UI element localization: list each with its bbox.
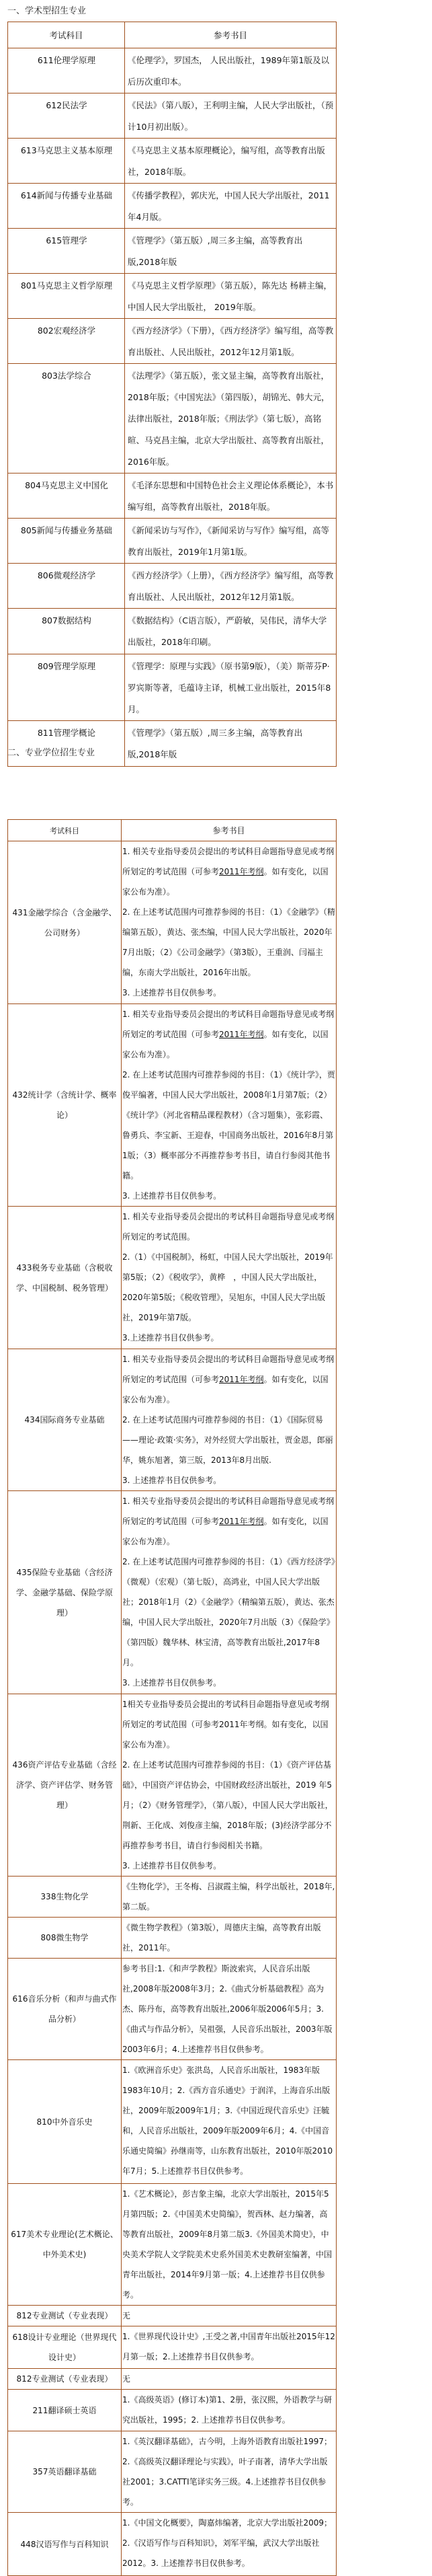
reference-paragraph [122, 2390, 335, 2430]
exam-subject: 436资产评估专业基础（含经济学、资产评估学、财务管理） [8, 1694, 122, 1877]
section-title-academic: 一、学术型招生专业 [7, 6, 87, 16]
paragraph-text: 1. 相关专业指导委员会提出的考试科目命题指导意见或考纲所划定的考试范围。 [122, 1212, 335, 1242]
table-row [8, 564, 337, 609]
exam-subject: 802宏观经济学 [8, 319, 125, 364]
paragraph-text: 3. 上述推荐书目仅供参考。 [122, 1191, 222, 1201]
table-row [8, 2060, 337, 2184]
exam-subject: 811管理学概论 [8, 721, 125, 767]
table-header-row [8, 22, 337, 48]
table-row [8, 1004, 337, 1207]
table-row [8, 1694, 337, 1877]
reference-books: 《西方经济学》（上册），《西方经济学》编写组，高等教育出版社、人民出版社，2012年12月第1版。 [125, 564, 337, 609]
header-subject: 考试科目 [8, 22, 125, 48]
reference-books [122, 2390, 337, 2431]
exam-subject: 812专业测试（专业表现） [8, 2369, 122, 2390]
exam-subject: 809管理学原理 [8, 654, 125, 721]
paragraph-text: 。如有变化，以国家公布为准）。 [122, 867, 329, 897]
table-row [8, 519, 337, 564]
exam-subject: 432统计学（含统计学、概率论） [8, 1004, 122, 1207]
exam-subject: 615管理学 [8, 229, 125, 274]
reference-paragraph [122, 2060, 335, 2181]
exam-subject: 448汉语写作与百科知识 [8, 2513, 122, 2576]
reference-books [122, 1491, 337, 1694]
table-row [8, 364, 337, 473]
paragraph-text: 3. 上述推荐书目仅供参考。 [122, 988, 222, 997]
exam-subject: 810中外音乐史 [8, 2060, 122, 2184]
header-reference: 参考书目 [125, 22, 337, 48]
reference-paragraph [122, 1349, 335, 1410]
reference-paragraph [122, 1694, 335, 1755]
reference-books: 《管理学：原理与实践》（原书第9版），（美）斯蒂芬P·罗宾斯等著，毛蕴诗主译，机械工业出版社，2015年8月。 [125, 654, 337, 721]
reference-books [122, 2306, 337, 2326]
reference-books [122, 1959, 337, 2060]
exam-subject: 618设计专业理论（世界现代设计史） [8, 2326, 122, 2369]
paragraph-text: 1相关专业指导委员会提出的考试科目命题指导意见或考纲所划定的考试范围（可参考2011年考纲。如有变化，以国家公布为准）。 [122, 1700, 329, 1749]
reference-paragraph [122, 841, 335, 902]
exam-subject: 433税务专业基础（含税收学、中国税制、税务管理） [8, 1207, 122, 1349]
header-reference: 参考书目 [122, 820, 337, 841]
table-row [8, 1207, 337, 1349]
reference-paragraph [122, 1207, 335, 1247]
exam-subject: 612民法学 [8, 93, 125, 139]
exam-subject: 804马克思主义中国化 [8, 473, 125, 519]
reference-books [122, 1694, 337, 1877]
table-row [8, 721, 337, 767]
paragraph-text: 无 [122, 2311, 131, 2320]
paragraph-text: 1.《英汉翻译基础》，古今明，上海外语教育出版社1997；2.《高级英汉翻译理论与实践》，叶子南著，清华大学出版社2001；3.CATTI笔译实务三级。4.上述推荐书目仅供参考。 [122, 2437, 332, 2507]
paragraph-text: 3.上述推荐书目仅供参考。 [122, 1333, 219, 1342]
exam-subject: 614新闻与传播专业基础 [8, 184, 125, 229]
syllabus-2011-link[interactable]: 2011年考纲 [219, 1517, 264, 1526]
reference-paragraph [122, 1959, 335, 2059]
syllabus-2011-link[interactable]: 2011年考纲 [219, 1030, 264, 1039]
exam-subject: 812专业测试（专业表现） [8, 2306, 122, 2326]
table-row [8, 1918, 337, 1959]
table-row [8, 609, 337, 654]
table-header-row [8, 820, 337, 841]
reference-paragraph [122, 1247, 335, 1328]
paragraph-text: 无 [122, 2374, 131, 2384]
table-row [8, 184, 337, 229]
paragraph-text: 1. 相关专业指导委员会提出的考试科目命题指导意见或考纲所划定的考试范围（可参考 [122, 1497, 335, 1526]
reference-books: 《新闻采访与写作》，《新闻采访与写作》编写组，高等教育出版社，2019年1月第1版。 [125, 519, 337, 564]
reference-paragraph [122, 1918, 335, 1958]
exam-subject: 357英语翻译基础 [8, 2431, 122, 2513]
reference-paragraph [122, 902, 335, 983]
table-row [8, 48, 337, 93]
table-row [8, 473, 337, 519]
table-row [8, 2306, 337, 2326]
reference-paragraph [122, 2431, 335, 2512]
reference-books: 《管理学》（第五版）,周三多主编，高等教育出版,2018年版 [125, 229, 337, 274]
section-title-professional: 二、专业学位招生专业 [7, 748, 95, 758]
reference-paragraph [122, 1410, 335, 1470]
reference-paragraph [122, 983, 335, 1003]
reference-paragraph [122, 1491, 335, 1552]
reference-books [122, 2369, 337, 2390]
exam-subject: 801马克思主义哲学原理 [8, 274, 125, 319]
reference-books [122, 1349, 337, 1491]
exam-subject: 338生物化学 [8, 1877, 122, 1918]
paragraph-text: 2. 在上述考试范围内可推荐参阅的书目：（1）《统计学》，贾俊平编著，中国人民大学出版社，2008年1月第7版；（2）《统计学》（河北省精品课程教材）（含习题集），张彩霞、鲁勇兵、李宝新、王迎春，中国商务出版社，2016年8月第1版；（3）概率部分不再推荐参考书目，请自行参阅其他书籍。 [122, 1070, 335, 1180]
paragraph-text: 3. 上述推荐书目仅供参考。 [122, 1861, 222, 1870]
reference-books: 《马克思主义哲学原理》（第五版），陈先达 杨耕主编，中国人民大学出版社， 2019年版。 [125, 274, 337, 319]
reference-books: 《数据结构》（C语言版），严蔚敏，吴伟民，清华大学出版社，2018年印刷。 [125, 609, 337, 654]
exam-subject: 805新闻与传播业务基础 [8, 519, 125, 564]
exam-subject: 435保险专业基础（含经济学、金融学基础、保险学原理） [8, 1491, 122, 1694]
paragraph-text: 《微生物学教程》（第3版），周德庆主编，高等教育出版社，2011年。 [122, 1923, 321, 1953]
exam-subject: 616音乐分析（和声与曲式作品分析） [8, 1959, 122, 2060]
paragraph-text: 。如有变化，以国家公布为准）。 [122, 1375, 329, 1404]
reference-paragraph [122, 1755, 335, 1856]
table-row [8, 654, 337, 721]
table-row [8, 319, 337, 364]
table-row [8, 229, 337, 274]
paragraph-text: 1.《中国文化概要》，陶嘉炜编著，北京大学出版社2009；2.《汉语写作与百科知识》，刘军平编，武汉大学出版社2012。3. 上述推荐书目仅供参考。 [122, 2518, 332, 2568]
reference-books [122, 1918, 337, 1959]
table-row [8, 274, 337, 319]
academic-reference-table [7, 22, 337, 767]
reference-paragraph [122, 2184, 335, 2305]
reference-paragraph [122, 1470, 335, 1490]
table-row [8, 93, 337, 139]
paragraph-text: 2. 在上述考试范围内可推荐参阅的书目：（1）《国际贸易——理论·政策·实务》，对外经贸大学出版社，贾金恩，郎丽华，姚东旭著，第三版，2013年8月出版. [122, 1415, 333, 1465]
paragraph-text: 。如有变化，以国家公布为准）。 [122, 1030, 329, 1059]
paragraph-text: 2. 在上述考试范围内可推荐参阅的书目：（1）《金融学》（精编第五版），黄达、张杰编，中国人民大学出版社，2020年7月出版；（2）《公司金融学》（第3版），王重润、闫福主编，东南大学出版社，2016年出版。 [122, 907, 335, 977]
table-row [8, 1877, 337, 1918]
reference-books [122, 1877, 337, 1918]
table-row [8, 1959, 337, 2060]
table-row [8, 139, 337, 184]
exam-subject: 434国际商务专业基础 [8, 1349, 122, 1491]
table-row [8, 2326, 337, 2369]
table-row [8, 841, 337, 1004]
paragraph-text: 《生物化学》，王冬梅、吕淑霞主编，科学出版社，2018年,第二版。 [122, 1882, 335, 1911]
paragraph-text: 2.（1）《中国税制》，杨虹，中国人民大学出版社，2019年第5版；（2）《税收学》，黄桦 ，中国人民大学出版社，2020年第5版；《税收管理》，吴旭东，中国人民大学出版社，2019年第7版。 [122, 1252, 333, 1322]
paragraph-text: 。如有变化，以国家公布为准）。 [122, 1517, 329, 1546]
reference-paragraph [122, 2513, 335, 2573]
paragraph-text: 1.《高级英语》(修订本)第1、2册，张汉熙，外语教学与研究出版社，1995；2. 上述推荐书目仅供参考。 [122, 2395, 333, 2425]
reference-paragraph [122, 1065, 335, 1186]
reference-books: 《伦理学》，罗国杰， 人民出版社，1989年第1版及以后历次重印本。 [125, 48, 337, 93]
table-row [8, 2184, 337, 2306]
reference-books [122, 1207, 337, 1349]
paragraph-text: 1. 相关专业指导委员会提出的考试科目命题指导意见或考纲所划定的考试范围（可参考 [122, 1355, 335, 1384]
syllabus-2011-link[interactable]: 2011年考纲 [219, 1375, 264, 1384]
paragraph-text: 2. 在上述考试范围内可推荐参阅的书目：（1）《西方经济学》（微观）（宏观）（第七版），高鸿业，中国人民大学出版社；2018年1月（2）《金融学》（精编第五版），黄达、张杰编，中国人民大学出版社，2020年7月出版（3）《保险学》（第四版）魏华林、林宝清，高等教育出版社,2017年8月。 [122, 1557, 335, 1667]
exam-subject: 431金融学综合（含金融学、公司财务） [8, 841, 122, 1004]
reference-books [122, 2184, 337, 2306]
exam-subject: 807数据结构 [8, 609, 125, 654]
paragraph-text: 2. 在上述考试范围内可推荐参阅的书目：（1）《资产评估基础》，中国资产评估协会，中国财政经济出版社，2019 年5月；（2）《财务管理学》，（第八版），中国人民大学出版社，荆新、王化成、刘俊彦主编，2018年版；(3)经济学部分不再推荐参考书目，请自行参阅相关书籍。 [122, 1760, 333, 1850]
exam-subject: 803法学综合 [8, 364, 125, 473]
paragraph-text: 3. 上述推荐书目仅供参考。 [122, 1678, 222, 1688]
reference-books: 《马克思主义基本原理概论》，编写组，高等教育出版社，2018年版。 [125, 139, 337, 184]
reference-paragraph [122, 1328, 335, 1348]
table-row [8, 2390, 337, 2431]
exam-subject: 211翻译硕士英语 [8, 2390, 122, 2431]
paragraph-text: 参考书目:1.《和声学教程》斯波索宾，人民音乐出版社,2008年版2008年3月；2.《曲式分析基础教程》高为杰、陈丹布，高等教育出版社,2006年版2006年5月；3.《曲式与作品分析》，吴祖强，人民音乐出版社，2003年版2003年6月；4.上述推荐书目仅供参考。 [122, 1964, 333, 2054]
exam-subject: 613马克思主义基本原理 [8, 139, 125, 184]
reference-books [122, 2326, 337, 2369]
reference-books: 《管理学》（第五版）,周三多主编，高等教育出版,2018年版 [125, 721, 337, 767]
reference-books [122, 1004, 337, 1207]
reference-paragraph [122, 2369, 335, 2389]
reference-books [122, 2431, 337, 2513]
paragraph-text: 1.《欧洲音乐史》张洪岛，人民音乐出版社，1983年版1983年10月；2.《西方音乐通史》于润洋，上海音乐出版社，2009年版2009年1月；3.《中国近现代音乐史》汪毓和，人民音乐出版社，2009年版2009年6月；4.《中国音乐通史简编》孙继南等，山东教育出版社，2010年版2010年7月；5.上述推荐书目仅供参考。 [122, 2066, 333, 2176]
reference-books: 《毛泽东思想和中国特色社会主义理论体系概论》，本书编写组，高等教育出版社，2018年版。 [125, 473, 337, 519]
table-row [8, 1349, 337, 1491]
table-row [8, 2513, 337, 2576]
reference-books: 《西方经济学》（下册），《西方经济学》编写组，高等教育出版社、人民出版社，2012年12月第1版。 [125, 319, 337, 364]
exam-subject: 808微生物学 [8, 1918, 122, 1959]
paragraph-text: 1.《艺术概论》，彭吉象主编，北京大学出版社，2015年5月第四版；2.《中国美术史简编》，贺西林、赵力编著，高等教育出版社，2009年8月第二版3.《外国美术简史》，中央美术学院人文学院美术史系外国美术史教研室编著，中国青年出版社，2014年9月第一版；4.上述推荐书目仅供参考。 [122, 2189, 333, 2300]
reference-books [122, 2060, 337, 2184]
reference-paragraph [122, 2306, 335, 2326]
reference-books [122, 841, 337, 1004]
reference-paragraph [122, 1877, 335, 1917]
reference-books: 《法理学》（第五版），张文显主编，高等教育出版社，2018年版；《中国宪法》（第四版），胡锦光、韩大元，法律出版社，2018年版；《刑法学》（第七版），高铭暄、马克昌主编，北京大学出版社、高等教育出版社，2016年版。 [125, 364, 337, 473]
reference-books [122, 2513, 337, 2576]
professional-reference-table [7, 819, 337, 2576]
table-row [8, 2369, 337, 2390]
reference-paragraph [122, 1552, 335, 1673]
exam-subject: 611伦理学原理 [8, 48, 125, 93]
table-row [8, 2431, 337, 2513]
reference-books: 《民法》（第八版），王利明主编，人民大学出版社，（预计10月初出版）。 [125, 93, 337, 139]
reference-paragraph [122, 1186, 335, 1206]
exam-subject: 617美术专业理论(艺术概论、中外美术史) [8, 2184, 122, 2306]
reference-paragraph [122, 1004, 335, 1065]
paragraph-text: 1.《世界现代设计史》,王受之著,中国青年出版社2015年12月第一版；2.上述推荐书目仅供参考。 [122, 2332, 335, 2361]
reference-paragraph [122, 1673, 335, 1693]
paragraph-text: 1. 相关专业指导委员会提出的考试科目命题指导意见或考纲所划定的考试范围（可参考 [122, 1010, 335, 1039]
reference-books: 《传播学教程》，郭庆光，中国人民大学出版社，2011年4月版。 [125, 184, 337, 229]
table-row [8, 1491, 337, 1694]
exam-subject: 806微观经济学 [8, 564, 125, 609]
paragraph-text: 1. 相关专业指导委员会提出的考试科目命题指导意见或考纲所划定的考试范围（可参考 [122, 847, 335, 876]
header-subject: 考试科目 [8, 820, 122, 841]
reference-paragraph [122, 1856, 335, 1876]
paragraph-text: 3. 上述推荐书目仅供参考。 [122, 1476, 222, 1485]
reference-paragraph [122, 2326, 335, 2367]
syllabus-2011-link[interactable]: 2011年考纲 [219, 867, 264, 876]
